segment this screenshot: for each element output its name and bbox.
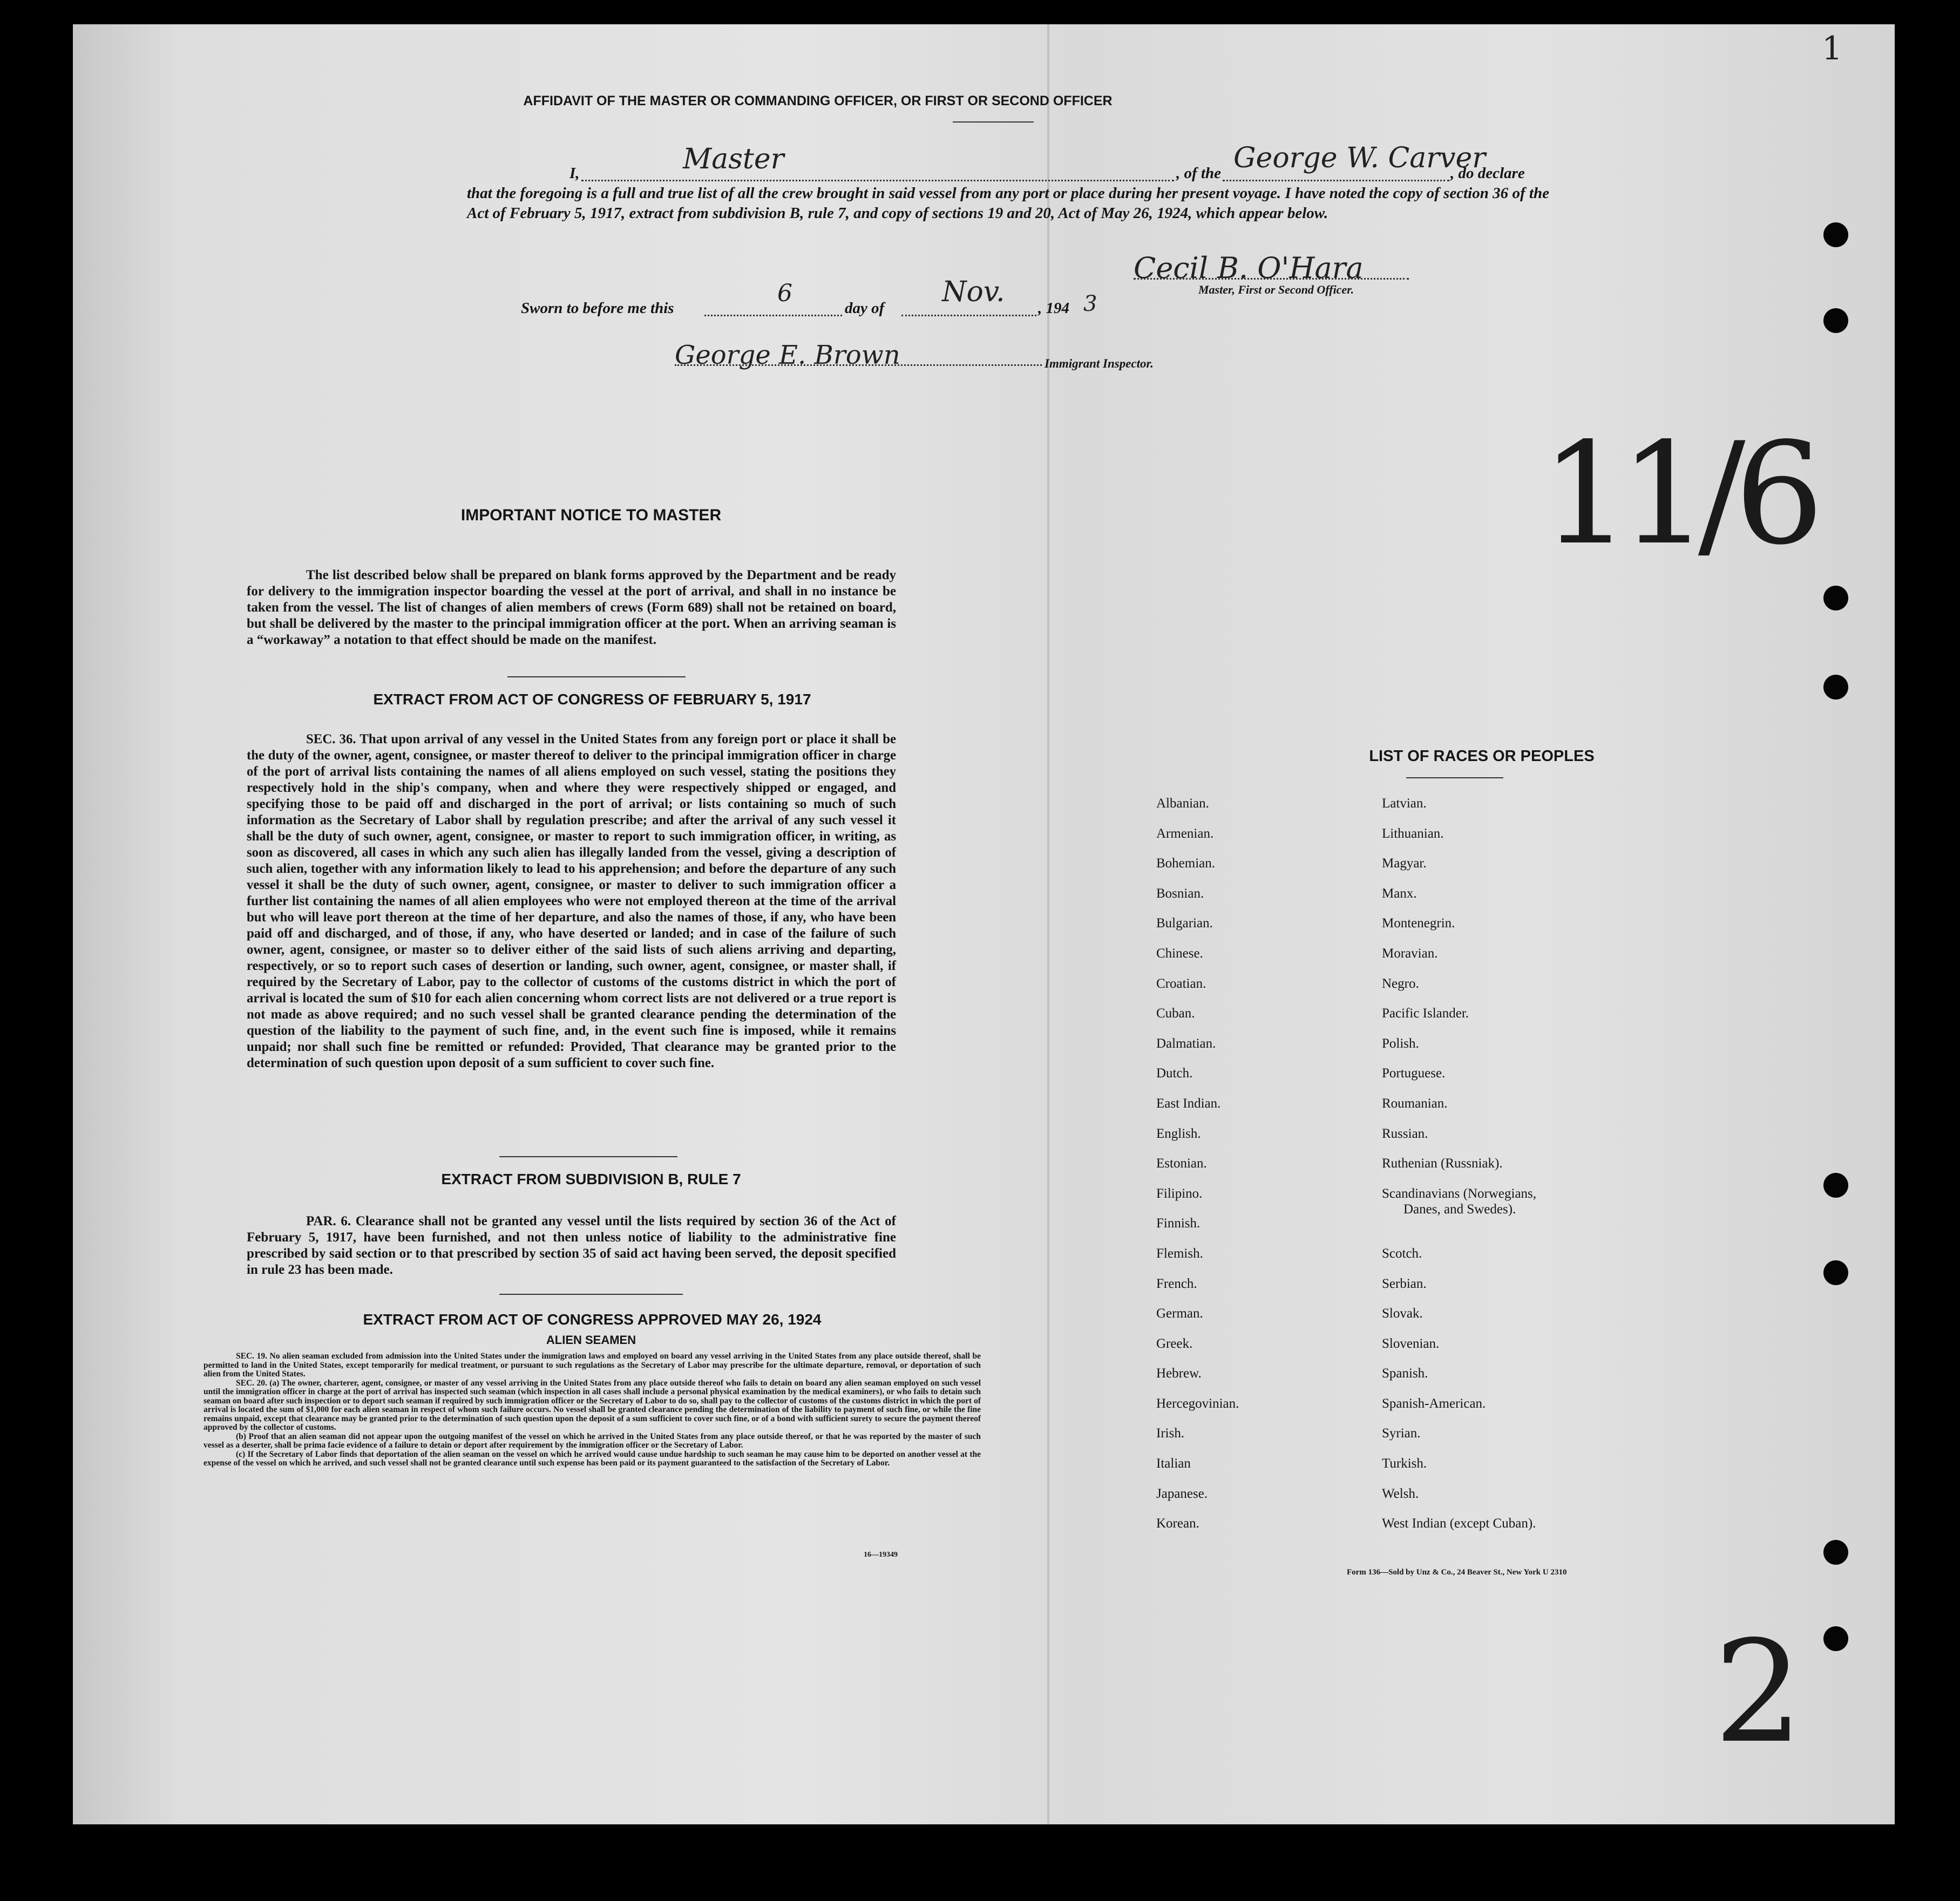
punch-hole bbox=[1823, 222, 1848, 247]
corner-number-bottom: 2 bbox=[1714, 1611, 1803, 1774]
race-item: Ruthenian (Russniak). bbox=[1382, 1156, 1503, 1171]
inspector-caption: Immigrant Inspector. bbox=[1045, 357, 1154, 370]
race-item: Latvian. bbox=[1382, 796, 1427, 811]
race-item: Danes, and Swedes). bbox=[1403, 1201, 1516, 1217]
races-right-column bbox=[1382, 796, 1536, 1546]
race-item: Korean. bbox=[1156, 1516, 1199, 1531]
race-item: West Indian (except Cuban). bbox=[1382, 1516, 1536, 1531]
sworn-prefix: Sworn to before me this bbox=[521, 300, 674, 317]
divider bbox=[499, 1294, 683, 1295]
race-item: Finnish. bbox=[1156, 1216, 1201, 1231]
divider bbox=[499, 1156, 677, 1157]
punch-hole bbox=[1823, 1260, 1848, 1285]
extract-1924-sections bbox=[204, 1352, 981, 1468]
alien-seamen-subtitle: ALIEN SEAMEN bbox=[546, 1333, 636, 1347]
race-item: Pacific Islander. bbox=[1382, 1006, 1469, 1021]
race-item: Syrian. bbox=[1382, 1426, 1421, 1441]
race-item: Roumanian. bbox=[1382, 1096, 1448, 1111]
race-item: Moravian. bbox=[1382, 946, 1438, 961]
declarant-handwriting: Master bbox=[683, 143, 784, 175]
vessel-dotted-line bbox=[1223, 180, 1449, 181]
race-item: Albanian. bbox=[1156, 796, 1209, 811]
race-item: Welsh. bbox=[1382, 1486, 1419, 1501]
vessel-handwriting: George W. Carver bbox=[1233, 142, 1486, 174]
punch-hole bbox=[1823, 1540, 1848, 1565]
race-item: Hebrew. bbox=[1156, 1366, 1202, 1381]
race-item: Magyar. bbox=[1382, 856, 1427, 871]
race-item: Dalmatian. bbox=[1156, 1036, 1216, 1051]
races-title: LIST OF RACES OR PEOPLES bbox=[1369, 748, 1595, 765]
rule7-title: EXTRACT FROM SUBDIVISION B, RULE 7 bbox=[441, 1171, 741, 1187]
form-number: 16—19349 bbox=[864, 1551, 898, 1559]
race-item: Chinese. bbox=[1156, 946, 1203, 961]
vessel-label: , of the bbox=[1176, 165, 1221, 182]
day-dotted-line bbox=[704, 315, 842, 316]
race-item: Lithuanian. bbox=[1382, 826, 1444, 841]
extract-1917-title: EXTRACT FROM ACT OF CONGRESS OF FEBRUARY 5, 1917 bbox=[373, 691, 811, 708]
race-item: Serbian. bbox=[1382, 1276, 1427, 1291]
punch-hole bbox=[1823, 308, 1848, 333]
sec20b-text: (b) Proof that an alien seaman did not appear upon the outgoing manifest of the vessel on which he arrived in the United States from any place outside thereof, or that he was reported by the master of such vessel as a deserter, shall be prima facie evidence of a failure to detain or deport after requirement by the immigration officer or the Secretary of Labor. bbox=[204, 1431, 981, 1450]
race-item: Flemish. bbox=[1156, 1246, 1203, 1261]
race-item: Bosnian. bbox=[1156, 886, 1204, 901]
punch-hole bbox=[1823, 586, 1848, 610]
race-item: Polish. bbox=[1382, 1036, 1419, 1051]
punch-hole bbox=[1823, 1626, 1848, 1651]
race-item: Bohemian. bbox=[1156, 856, 1216, 871]
race-item: Negro. bbox=[1382, 976, 1419, 991]
sworn-month-hand: Nov. bbox=[942, 276, 1005, 308]
day-of-label: day of bbox=[845, 300, 885, 317]
signature-caption: Master, First or Second Officer. bbox=[1198, 283, 1354, 296]
sworn-day-hand: 6 bbox=[777, 280, 792, 307]
race-item: Cuban. bbox=[1156, 1006, 1195, 1021]
corner-number-top: 1 bbox=[1822, 30, 1843, 67]
race-item: Manx. bbox=[1382, 886, 1417, 901]
race-item: Scandinavians (Norwegians, bbox=[1382, 1186, 1537, 1201]
race-item: Armenian. bbox=[1156, 826, 1214, 841]
sworn-year-hand: 3 bbox=[1083, 291, 1097, 316]
races-left-column bbox=[1156, 796, 1239, 1546]
race-item: Hercegovinian. bbox=[1156, 1396, 1239, 1411]
divider bbox=[507, 676, 686, 677]
extract-1917-text: SEC. 36. That upon arrival of any vessel in the United States from any foreign port or place it shall be the duty of the owner, agent, consignee, or master thereof to deliver to the principal immigration officer in charge of the port of arrival lists containing the names of all aliens employed on such vessel, stating the positions they respectively hold in the ship's company, when and where they were respectively shipped or engaged, and specifying those to be paid off and discharged in the port of arrival; or lists containing so much of such information as the Secretary of Labor shall by regulation prescribe; and after the arrival of any such vessel it shall be the duty of such owner, agent, consignee, or master to report to such immigration officer, in writing, as soon as discovered, all cases in which any such alien has illegally landed from the vessel, giving a description of such alien, together with any information likely to lead to his apprehension; and before the departure of any such vessel it shall be the duty of such owner, agent, consignee, or master to deliver to such immigration officer a further list containing the names of all alien employees who were not employed thereon at the time of the arrival but who will leave port thereon at the time of her departure, and also the names of those, if any, who have been paid off and discharged, and of those, if any, who have deserted or landed; and in case of the failure of such owner, agent, consignee, or master so to deliver either of the said lists of such aliens arriving and departing, respectively, or so to report such cases of desertion or landing, such owner, agent, consignee, or master shall, if required by the Secretary of Labor, pay to the collector of customs of the customs district in which the port of arrival is located the sum of $10 for each alien concerning whom correct lists are not delivered or a true report is not made as above required; and no such vessel shall be granted clearance pending the determination of the question of the liability to the payment of such fine, and, in the event such fine is imposed, while it remains unpaid; nor shall such fine be remitted or refunded: Provided, That clearance may be granted prior to the determination of such question upon deposit of a sum sufficient to cover such fine. bbox=[247, 732, 896, 1070]
race-item: Dutch. bbox=[1156, 1066, 1193, 1081]
form-footer: Form 136—Sold by Unz & Co., 24 Beaver St., New York U 2310 bbox=[1347, 1568, 1567, 1577]
inspector-signature: George E. Brown bbox=[675, 340, 900, 370]
master-signature: Cecil B. O'Hara bbox=[1134, 251, 1364, 285]
race-item: Irish. bbox=[1156, 1426, 1185, 1441]
race-item: Croatian. bbox=[1156, 976, 1206, 991]
race-item: Slovenian. bbox=[1382, 1336, 1440, 1351]
race-item: Montenegrin. bbox=[1382, 916, 1455, 931]
race-item: Filipino. bbox=[1156, 1186, 1203, 1201]
extract-1924-title: EXTRACT FROM ACT OF CONGRESS APPROVED MAY 26, 1924 bbox=[363, 1311, 822, 1328]
race-item: Bulgarian. bbox=[1156, 916, 1213, 931]
center-fold bbox=[1047, 24, 1049, 1824]
punch-hole bbox=[1823, 1173, 1848, 1198]
inspector-dotted-line bbox=[675, 364, 1042, 366]
document-sheet bbox=[73, 24, 1895, 1824]
declarant-prefix: I, bbox=[569, 165, 580, 182]
race-item: Estonian. bbox=[1156, 1156, 1207, 1171]
race-item: Turkish. bbox=[1382, 1456, 1427, 1471]
punch-hole bbox=[1823, 675, 1848, 700]
declare-suffix: , do declare bbox=[1450, 165, 1525, 182]
divider bbox=[953, 121, 1034, 123]
divider bbox=[1406, 777, 1503, 778]
race-item: Italian bbox=[1156, 1456, 1191, 1471]
sec19-text: SEC. 19. No alien seaman excluded from admission into the United States under the immigration laws and employed on board any vessel arriving in the United States from any place outside thereof, shall be permitted to land in the United States, except temporarily for medical treatment, or pursuant to such regulations as the Secretary of Labor may prescribe for the ultimate departure, removal, or deportation of such alien from the United States. bbox=[204, 1352, 981, 1379]
race-item: East Indian. bbox=[1156, 1096, 1221, 1111]
rule7-text: PAR. 6. Clearance shall not be granted any vessel until the lists required by section 36 of the Act of February 5, 1917, have been furnished, and not then unless notice of liability to the administrative fine prescribed by said section or to that prescribed by section 35 of said act having been served, the deposit specified in rule 23 has been made. bbox=[247, 1214, 896, 1277]
sec20a-text: SEC. 20. (a) The owner, charterer, agent, consignee, or master of any vessel arriving in the United States from any place outside thereof who fails to detain on board any alien seaman employed on such vessel until the immigration officer in charge at the port of arrival has inspected such seaman (which inspection in all cases shall include a personal physical examination by the medical examiners), or who fails to detain such seaman on board after such inspection or to deport such seaman if required by such immigration officer or the Secretary of Labor to do so, shall pay to the collector of customs of the customs district in which the port of arrival is located the sum of $1,000 for each alien seaman in respect of whom such failure occurs. No vessel shall be granted clearance pending the determination of the liability to payment of such fine, or while the fine remains unpaid, except that clearance may be granted prior to the determination of such question upon the deposit of a sum sufficient to cover such fine, or of a bond with sufficient surety to secure the payment thereof approved by the collector of customs. bbox=[204, 1378, 981, 1432]
race-item: Japanese. bbox=[1156, 1486, 1208, 1501]
declarant-dotted-line bbox=[581, 180, 1174, 181]
race-item: Spanish. bbox=[1382, 1366, 1428, 1381]
declaration-body: that the foregoing is a full and true list of all the crew brought in said vessel from any port or place during her present voyage. I have noted the copy of section 36 of the Act of February 5, 1917, extract from subdivision B, rule 7, and copy of sections 19 and 20, Act of May 26, 1924, which appear below. bbox=[467, 185, 1549, 222]
race-item: Spanish-American. bbox=[1382, 1396, 1486, 1411]
handwritten-mark: 11/6 bbox=[1541, 413, 1813, 576]
sworn-line bbox=[521, 276, 1196, 325]
race-item: Russian. bbox=[1382, 1126, 1428, 1141]
race-item: German. bbox=[1156, 1306, 1203, 1321]
race-item: French. bbox=[1156, 1276, 1197, 1291]
race-item: Greek. bbox=[1156, 1336, 1193, 1351]
affidavit-title: AFFIDAVIT OF THE MASTER OR COMMANDING OFFICER, OR FIRST OR SECOND OFFICER bbox=[523, 93, 1113, 108]
year-prefix: , 194 bbox=[1038, 300, 1069, 317]
race-item: Slovak. bbox=[1382, 1306, 1423, 1321]
race-item: Scotch. bbox=[1382, 1246, 1422, 1261]
race-item: English. bbox=[1156, 1126, 1201, 1141]
race-item: Portuguese. bbox=[1382, 1066, 1446, 1081]
sec20c-text: (c) If the Secretary of Labor finds that deportation of the alien seaman on the vessel on which he arrived would cause undue hardship to such seaman he may cause him to be deported on another vessel at the expense of the vessel on which he arrived, and such vessel shall not be granted clearance until such expense has been paid or its payment guaranteed to the satisfaction of the Secretary of Labor. bbox=[204, 1449, 981, 1468]
notice-text: The list described below shall be prepared on blank forms approved by the Department and be ready for delivery to the immigration inspector boarding the vessel at the port of arrival, and shall in no instance be taken from the vessel. The list of changes of alien members of crews (Form 689) shall not be retained on board, but shall be delivered by the master to the principal immigration officer at the port. When an arriving seaman is a “workaway” a notation to that effect should be made on the manifest. bbox=[247, 568, 896, 647]
notice-title: IMPORTANT NOTICE TO MASTER bbox=[460, 506, 722, 524]
affidavit-declaration bbox=[467, 142, 1549, 223]
month-dotted-line bbox=[901, 315, 1036, 316]
